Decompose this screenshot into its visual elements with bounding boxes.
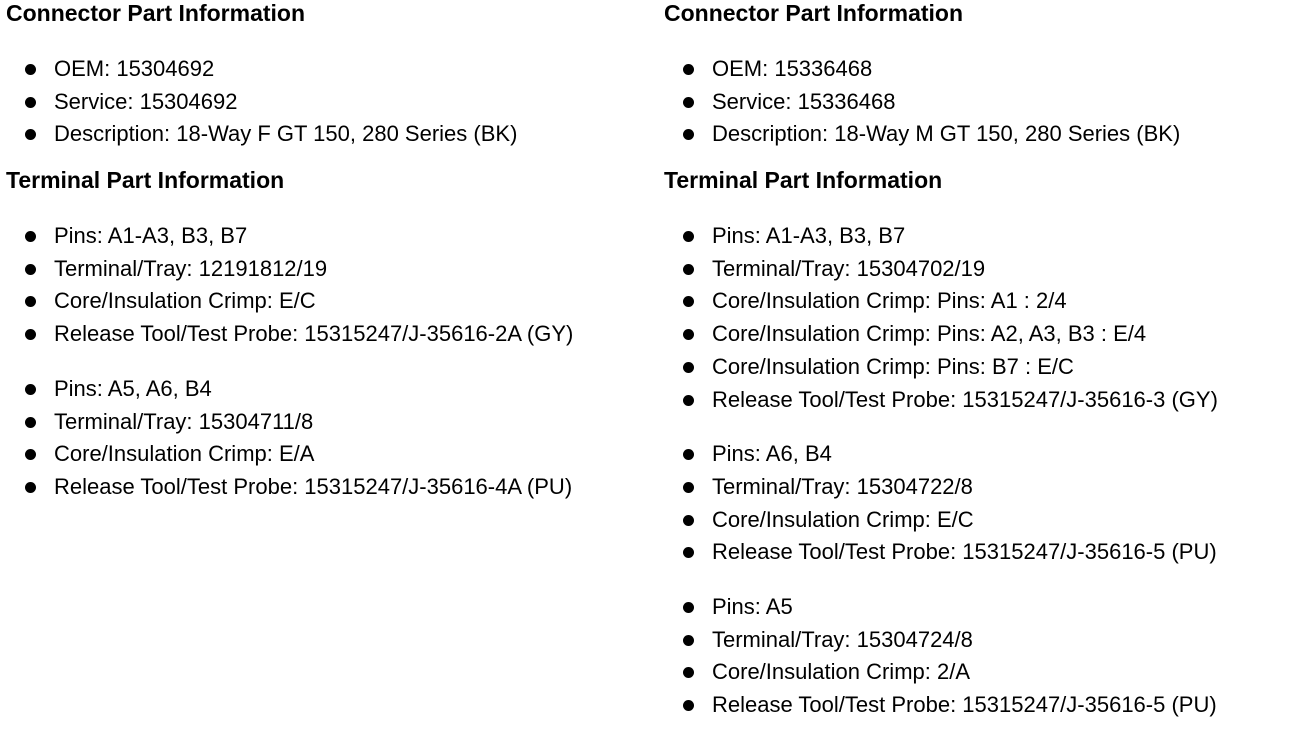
item-text: Release Tool/Test Probe: 15315247/J-35616-4A (PU) — [54, 473, 573, 499]
item-text: Pins: A1-A3, B3, B7 — [712, 223, 906, 249]
bullet-icon — [683, 264, 694, 275]
list-item — [664, 536, 1304, 569]
bullet-icon — [25, 417, 36, 428]
bullet-icon — [683, 482, 694, 493]
item-text: Description: 18-Way M GT 150, 280 Series (BK) — [712, 121, 1181, 147]
bullet-icon — [25, 264, 36, 275]
connector-description-item — [6, 118, 656, 151]
list-item — [6, 253, 656, 286]
bullet-icon — [683, 329, 694, 340]
list-item — [664, 504, 1304, 537]
item-text: Service: 15336468 — [712, 88, 896, 114]
item-text: Core/Insulation Crimp: Pins: B7 : E/C — [712, 353, 1074, 379]
connector-oem-item — [6, 53, 656, 86]
list-item — [6, 318, 656, 351]
bullet-icon — [25, 296, 36, 307]
list-item — [6, 220, 656, 253]
item-text: Pins: A5 — [712, 593, 793, 619]
bullet-icon — [683, 97, 694, 108]
terminal-group — [664, 220, 1304, 416]
item-text: Release Tool/Test Probe: 15315247/J-35616-5 (PU) — [712, 692, 1217, 717]
item-text: Core/Insulation Crimp: E/C — [54, 288, 316, 314]
list-item — [6, 373, 656, 406]
list-item — [664, 656, 1304, 689]
item-text: Description: 18-Way F GT 150, 280 Series (BK) — [54, 121, 518, 147]
item-text: Pins: A5, A6, B4 — [54, 375, 212, 401]
item-text: Terminal/Tray: 15304722/8 — [712, 473, 973, 499]
bullet-icon — [25, 449, 36, 460]
item-text: Terminal/Tray: 15304711/8 — [54, 408, 314, 434]
list-item — [664, 624, 1304, 657]
connector-oem-item — [664, 53, 1304, 86]
terminal-info-heading: Terminal Part Information — [6, 167, 285, 194]
item-text: Core/Insulation Crimp: E/C — [712, 506, 974, 532]
item-text: Release Tool/Test Probe: 15315247/J-35616-2A (GY) — [54, 321, 574, 347]
bullet-icon — [683, 129, 694, 140]
item-text: Release Tool/Test Probe: 15315247/J-35616-3 (GY) — [712, 386, 1218, 412]
list-item — [664, 351, 1304, 384]
list-item — [664, 689, 1304, 722]
connector-info-section — [664, 0, 1304, 151]
connector-service-item — [664, 86, 1304, 119]
list-item — [6, 438, 656, 471]
list-item — [664, 471, 1304, 504]
connector-service-item — [6, 86, 656, 119]
item-text: Core/Insulation Crimp: 2/A — [712, 659, 970, 685]
right-column — [664, 0, 1304, 738]
bullet-icon — [25, 384, 36, 395]
bullet-icon — [683, 515, 694, 526]
bullet-icon — [683, 362, 694, 373]
item-text: Release Tool/Test Probe: 15315247/J-35616-5 (PU) — [712, 539, 1217, 565]
bullet-icon — [683, 395, 694, 406]
connector-info-list — [664, 53, 1304, 151]
bullet-icon — [683, 64, 694, 75]
list-item — [6, 285, 656, 318]
terminal-info-heading: Terminal Part Information — [664, 167, 943, 194]
terminal-group — [664, 438, 1304, 569]
bullet-icon — [25, 231, 36, 242]
item-text: Service: 15304692 — [54, 88, 238, 114]
left-column — [6, 0, 656, 520]
item-text: Core/Insulation Crimp: Pins: A2, A3, B3 : E/4 — [712, 321, 1147, 347]
list-item — [664, 438, 1304, 471]
bullet-icon — [683, 231, 694, 242]
item-text: Terminal/Tray: 12191812/19 — [54, 255, 328, 281]
connector-info-heading: Connector Part Information — [664, 0, 964, 26]
list-item — [664, 220, 1304, 253]
connector-info-list — [6, 53, 656, 151]
item-text: OEM: 15336468 — [712, 56, 873, 81]
list-item — [664, 384, 1304, 417]
list-item — [6, 406, 656, 439]
bullet-icon — [683, 635, 694, 646]
item-text: Pins: A1-A3, B3, B7 — [54, 223, 248, 249]
terminal-group — [6, 373, 656, 504]
bullet-icon — [25, 329, 36, 340]
list-item — [664, 318, 1304, 351]
bullet-icon — [683, 547, 694, 558]
bullet-icon — [25, 64, 36, 75]
bullet-icon — [25, 129, 36, 140]
bullet-icon — [683, 602, 694, 613]
terminal-group — [6, 220, 656, 351]
item-text: Terminal/Tray: 15304702/19 — [712, 255, 986, 281]
terminal-info-section — [6, 167, 656, 504]
list-item — [664, 591, 1304, 624]
item-text: OEM: 15304692 — [54, 56, 215, 81]
connector-description-item — [664, 118, 1304, 151]
list-item — [664, 253, 1304, 286]
connector-info-section — [6, 0, 656, 151]
item-text: Terminal/Tray: 15304724/8 — [712, 626, 973, 652]
bullet-icon — [683, 449, 694, 460]
item-text: Core/Insulation Crimp: E/A — [54, 441, 315, 467]
bullet-icon — [25, 482, 36, 493]
connector-info-heading: Connector Part Information — [6, 0, 306, 26]
bullet-icon — [683, 667, 694, 678]
list-item — [664, 285, 1304, 318]
bullet-icon — [683, 296, 694, 307]
item-text: Core/Insulation Crimp: Pins: A1 : 2/4 — [712, 288, 1067, 314]
list-item — [6, 471, 656, 504]
terminal-group — [664, 591, 1304, 722]
bullet-icon — [25, 97, 36, 108]
bullet-icon — [683, 700, 694, 711]
item-text: Pins: A6, B4 — [712, 441, 832, 467]
terminal-info-section — [664, 167, 1304, 722]
